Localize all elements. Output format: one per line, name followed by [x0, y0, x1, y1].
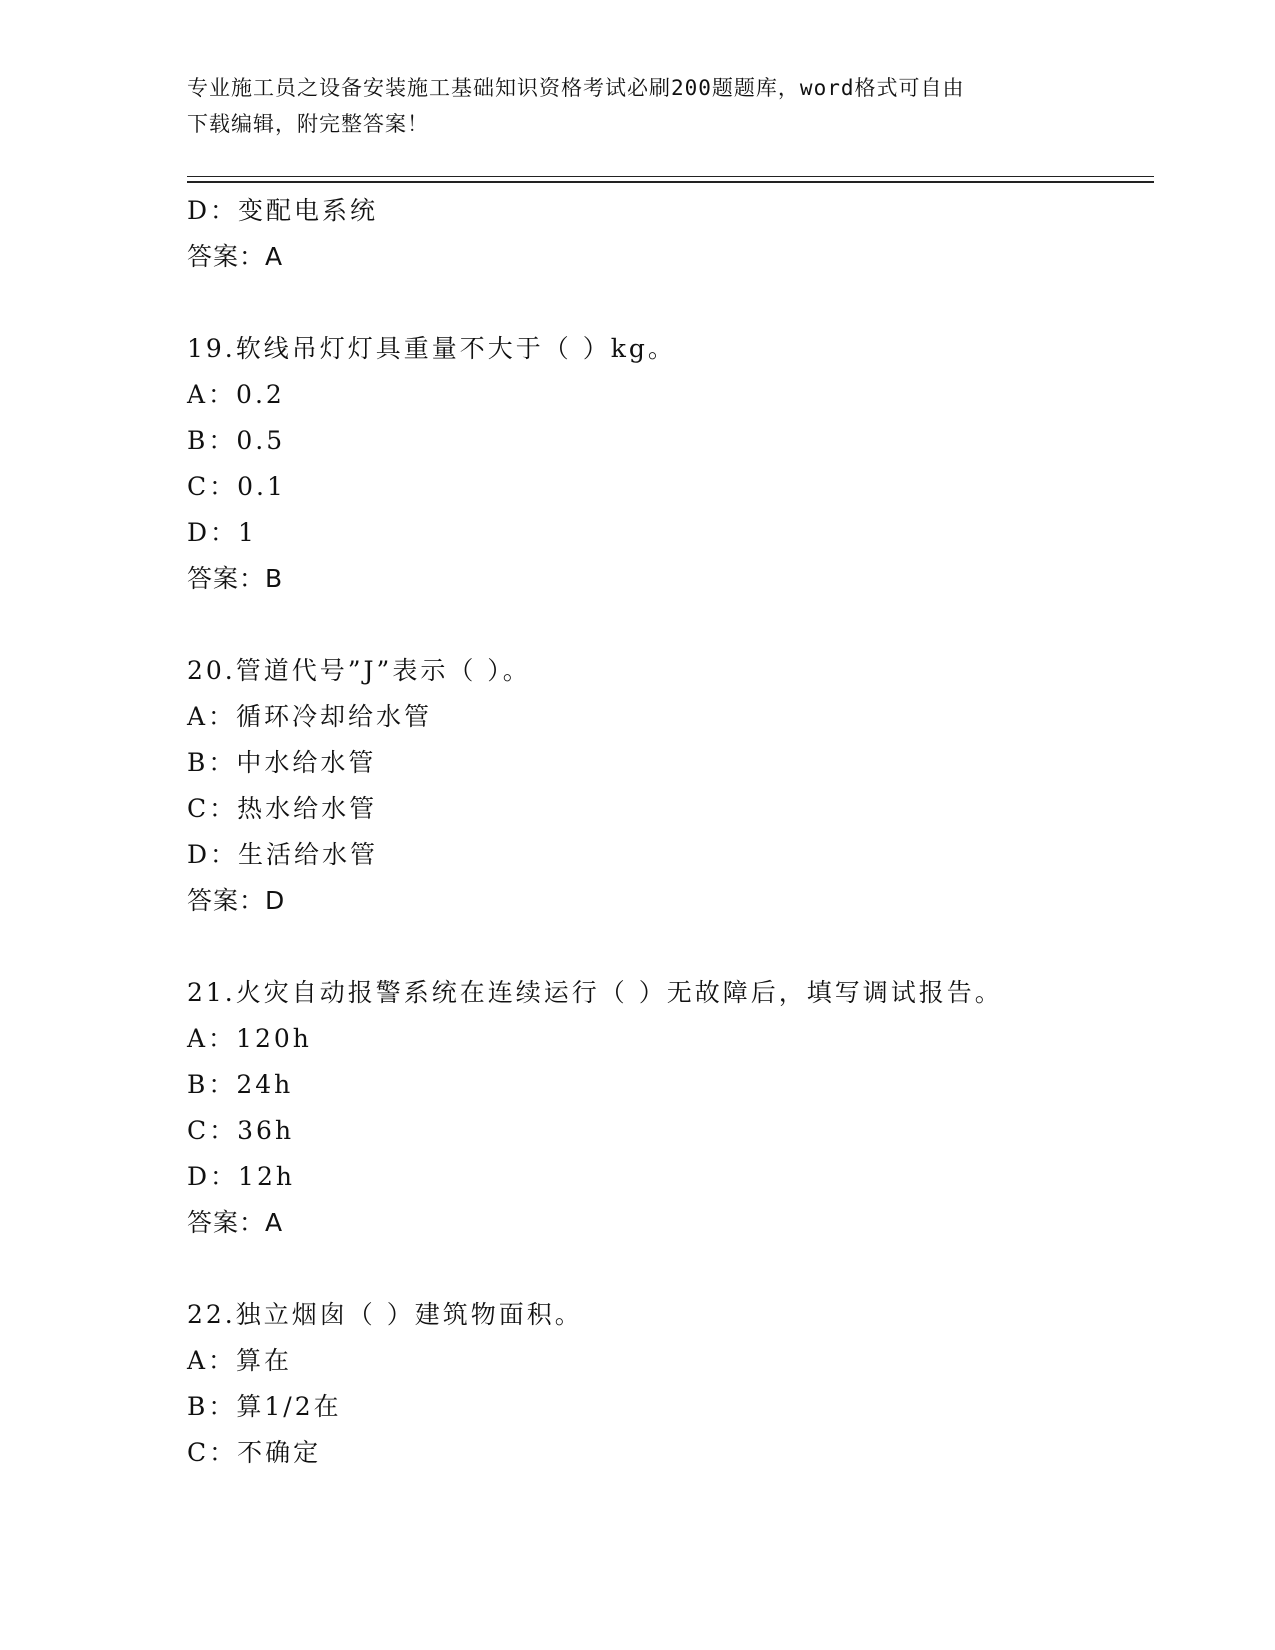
- document-header: [187, 70, 1087, 142]
- option-d: D：1: [187, 518, 257, 547]
- question-list: [187, 188, 1154, 1476]
- option-b: B：24h: [187, 1070, 294, 1099]
- option-d: D：12h: [187, 1162, 295, 1191]
- option-a: A：120h: [187, 1024, 312, 1053]
- question-block-22: [187, 1292, 1154, 1476]
- spacer: [187, 602, 1154, 648]
- answer-line: 答案：A: [187, 1208, 284, 1237]
- previous-question-tail: [187, 188, 1154, 280]
- question-text: 21.火灾自动报警系统在连续运行（ ）无故障后，填写调试报告。: [187, 978, 1003, 1007]
- option-a: A：算在: [187, 1346, 293, 1375]
- answer-line: 答案：D: [187, 886, 286, 915]
- option-c: C：0.1: [187, 472, 286, 501]
- question-text: 20.管道代号”J”表示（ ）。: [187, 656, 531, 685]
- option-b: B：0.5: [187, 426, 286, 455]
- option-b: B：中水给水管: [187, 748, 377, 777]
- option-c: C：36h: [187, 1116, 295, 1145]
- option-b: B：算1/2在: [187, 1392, 342, 1421]
- header-line-2: 下载编辑，附完整答案！: [187, 112, 429, 136]
- option-c: C：不确定: [187, 1438, 322, 1467]
- question-block-21: [187, 970, 1154, 1246]
- question-text: 19.软线吊灯灯具重量不大于（ ）kg。: [187, 334, 676, 363]
- option-d: D：生活给水管: [187, 840, 379, 869]
- option-c: C：热水给水管: [187, 794, 378, 823]
- question-block-20: [187, 648, 1154, 924]
- spacer: [187, 280, 1154, 326]
- spacer: [187, 924, 1154, 970]
- option-d: D：变配电系统: [187, 196, 379, 225]
- option-a: A：0.2: [187, 380, 285, 409]
- header-divider-thick: [187, 181, 1154, 183]
- header-line-1: 专业施工员之设备安装施工基础知识资格考试必刷200题题库，word格式可自由: [187, 76, 965, 100]
- option-a: A：循环冷却给水管: [187, 702, 433, 731]
- question-block-19: [187, 326, 1154, 602]
- question-text: 22.独立烟囱（ ）建筑物面积。: [187, 1300, 583, 1329]
- spacer: [187, 1246, 1154, 1292]
- answer-line: 答案：B: [187, 564, 284, 593]
- answer-line: 答案：A: [187, 242, 284, 271]
- header-divider-thin: [187, 176, 1154, 177]
